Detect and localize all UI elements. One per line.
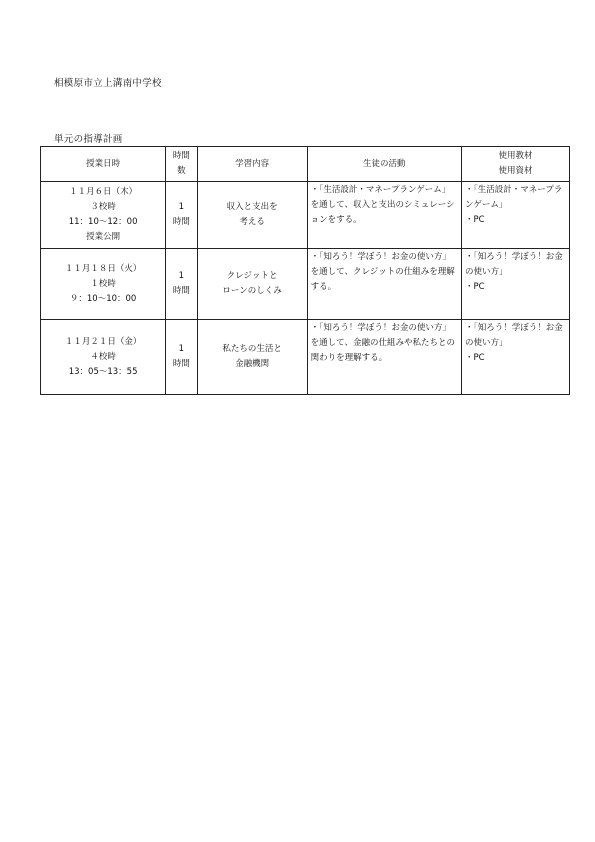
header-content: 学習内容 xyxy=(197,147,307,182)
cell-materials: ・「知ろう！学ぼう！お金の使い方」 ・PC xyxy=(462,249,570,320)
table-row xyxy=(41,182,570,249)
section-title: 単元の指導計画 xyxy=(54,134,123,145)
cell-date: １１月６日（木） ３校時 11：10～12：00 授業公開 xyxy=(41,182,166,249)
header-hours: 時間 数 xyxy=(166,147,197,182)
cell-content: 私たちの生活と 金融機関 xyxy=(197,320,307,395)
cell-hours: 1 時間 xyxy=(166,182,197,249)
table-header-row xyxy=(41,147,570,182)
cell-hours: 1 時間 xyxy=(166,320,197,395)
cell-content: 収入と支出を 考える xyxy=(197,182,307,249)
lesson-plan-table xyxy=(40,146,570,395)
table-row xyxy=(41,249,570,320)
cell-content: クレジットと ローンのしくみ xyxy=(197,249,307,320)
table-row xyxy=(41,320,570,395)
cell-materials: ・「知ろう！学ぼう！お金の使い方」 ・PC xyxy=(462,320,570,395)
cell-activity: ・「知ろう！学ぼう！お金の使い方」を通して、金融の仕組みや私たちとの関わりを理解する。 xyxy=(307,320,461,395)
cell-activity: ・「生活設計・マネープランゲーム」を通して、収入と支出のシミュレーションをする。 xyxy=(307,182,461,249)
cell-date: １１月１８日（火） １校時 ９：10～10：00 xyxy=(41,249,166,320)
cell-activity: ・「知ろう！学ぼう！お金の使い方」を通して、クレジットの仕組みを理解する。 xyxy=(307,249,461,320)
header-activity: 生徒の活動 xyxy=(307,147,461,182)
cell-materials: ・「生活設計・マネープランゲーム」 ・PC xyxy=(462,182,570,249)
school-name: 相模原市立上溝南中学校 xyxy=(54,78,162,89)
cell-hours: 1 時間 xyxy=(166,249,197,320)
header-date: 授業日時 xyxy=(41,147,166,182)
cell-date: １１月２１日（金） ４校時 13：05～13：55 xyxy=(41,320,166,395)
header-materials: 使用教材 使用資材 xyxy=(462,147,570,182)
